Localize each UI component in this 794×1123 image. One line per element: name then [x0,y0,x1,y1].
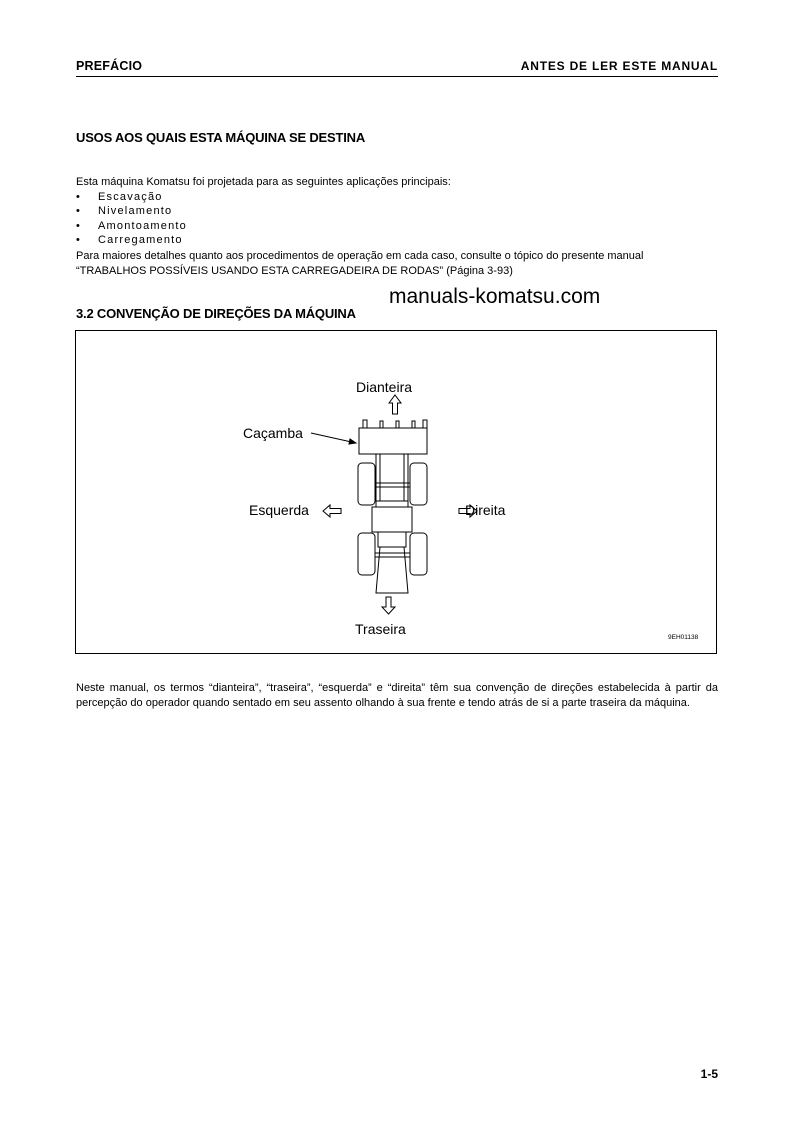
front-left-wheel [358,463,375,505]
bullet-icon: • [76,219,80,232]
section-title-direction-convention: 3.2 CONVENÇÃO DE DIREÇÕES DA MÁQUINA [76,306,356,321]
intro-sentence: Esta máquina Komatsu foi projetada para as seguintes aplicações principais: [76,176,451,188]
bullet-icon: • [76,190,80,203]
left-label: Esquerda [249,502,309,518]
left-arrow-icon [323,505,341,517]
rear-right-wheel [410,533,427,575]
bullet-icon: • [76,205,80,218]
rear-arrow-icon [382,597,395,614]
header-section-title: PREFÁCIO [76,59,143,73]
rear-left-wheel [358,533,375,575]
rear-body [376,547,408,593]
front-label: Dianteira [356,379,413,395]
articulation-section [372,507,412,532]
list-item: • Escavação [76,190,163,203]
list-item: • Amontoamento [76,219,187,232]
applications-list [76,190,726,248]
list-item: • Carregamento [76,234,183,247]
wheel-loader-top-view [76,331,716,653]
figure-code: 9EH01138 [668,634,699,641]
right-label: Direita [465,502,506,518]
bullet-icon: • [76,234,80,247]
bucket-label: Caçamba [243,425,303,441]
section-title-intended-uses: USOS AOS QUAIS ESTA MÁQUINA SE DESTINA [76,130,366,145]
intended-uses-intro [76,175,726,248]
rear-label: Traseira [355,621,406,637]
page-number: 1-5 [700,1067,718,1081]
bucket-shape [359,428,427,454]
direction-diagram [75,330,717,654]
direction-convention-paragraph: Neste manual, os termos “dianteira”, “traseira”, “esquerda” e “direita” têm sua convenção de direções estabelecida à partir da percepção do operador quando sentado em seu assento olhando à sua frente e tendo atrás de si a parte traseira da máquina. [76,682,718,709]
header-divider [76,76,718,77]
front-right-wheel [410,463,427,505]
watermark-text: manuals-komatsu.com [389,285,601,308]
operation-details-paragraph: Para maiores detalhes quanto aos procedimentos de operação em cada caso, consulte o tópico do presente manual “TRABALHOS POSSÍVEIS USANDO ESTA CARREGADEIRA DE RODAS” (Página 3-93) [76,250,644,277]
header-manual-title: ANTES DE LER ESTE MANUAL [520,59,718,73]
front-arrow-icon [389,395,401,414]
list-item: • Nivelamento [76,205,173,218]
